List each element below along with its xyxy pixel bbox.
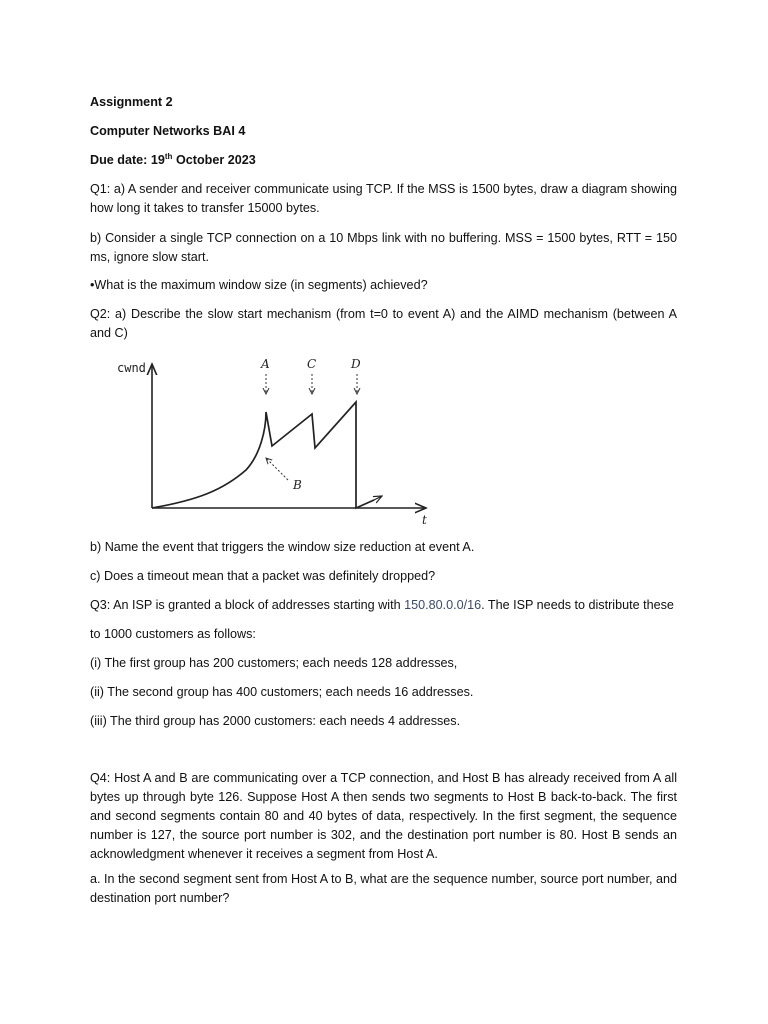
course-name: Computer Networks BAI 4 <box>90 124 246 138</box>
cwnd-figure <box>108 350 440 530</box>
event-d-label: D <box>351 357 361 371</box>
q1-bullet: •What is the maximum window size (in segments) achieved? <box>90 278 428 292</box>
cwnd-curve <box>152 402 374 508</box>
due-date-month-year: October 2023 <box>172 153 256 167</box>
event-b-arrow <box>266 458 288 480</box>
q3-intro <box>90 596 677 615</box>
q2-part-b: b) Name the event that triggers the window size reduction at event A. <box>90 540 475 554</box>
q3-intro-suffix: . The ISP needs to distribute these <box>481 598 674 612</box>
event-a-label: A <box>261 357 270 371</box>
q3-group-iii: (iii) The third group has 2000 customers: each needs 4 addresses. <box>90 714 461 728</box>
q4-part-a: a. In the second segment sent from Host A to B, what are the sequence number, source port number, and destination port number? <box>90 872 677 905</box>
event-b-label: B <box>293 478 302 492</box>
y-axis-label: cwnd <box>117 361 146 375</box>
q2-part-c: c) Does a timeout mean that a packet was definitely dropped? <box>90 569 436 583</box>
q3-group-ii: (ii) The second group has 400 customers; each needs 16 addresses. <box>90 685 474 699</box>
q3-address-block: 150.80.0.0/16 <box>404 598 482 612</box>
due-date-suffix-ordinal: th <box>164 151 173 161</box>
q3-group-i: (i) The first group has 200 customers; each needs 128 addresses, <box>90 656 458 670</box>
cwnd-tail-arrow <box>370 496 382 502</box>
event-c-label: C <box>307 357 317 371</box>
q3-intro-line2: to 1000 customers as follows: <box>90 627 256 641</box>
due-date-prefix: Due date: 19 <box>90 153 165 167</box>
due-date <box>90 151 677 170</box>
q4-intro: Q4: Host A and B are communicating over a TCP connection, and Host B has already received from A all bytes up through byte 126. Suppose Host A then sends two segments to Host B back-to-back. The first and second segments contain 80 and 40 bytes of data, respectively. In the first segment, the sequence number is 127, the source port number is 302, and the destination port number is 80. Host B sends an acknowledgment whenever it receives a segment from Host A. <box>90 771 677 861</box>
q3-intro-prefix: Q3: An ISP is granted a block of addresses starting with <box>90 598 405 612</box>
cwnd-diagram <box>108 350 440 530</box>
q1-part-b: b) Consider a single TCP connection on a 10 Mbps link with no buffering. MSS = 1500 bytes, RTT = 150 ms, ignore slow start. <box>90 231 677 264</box>
q1-part-a: Q1: a) A sender and receiver communicate using TCP. If the MSS is 1500 bytes, draw a diagram showing how long it takes to transfer 15000 bytes. <box>90 182 677 215</box>
assignment-title: Assignment 2 <box>90 95 173 109</box>
x-axis-label: t <box>422 513 427 527</box>
q2-part-a: Q2: a) Describe the slow start mechanism (from t=0 to event A) and the AIMD mechanism (between A and C) <box>90 307 677 340</box>
